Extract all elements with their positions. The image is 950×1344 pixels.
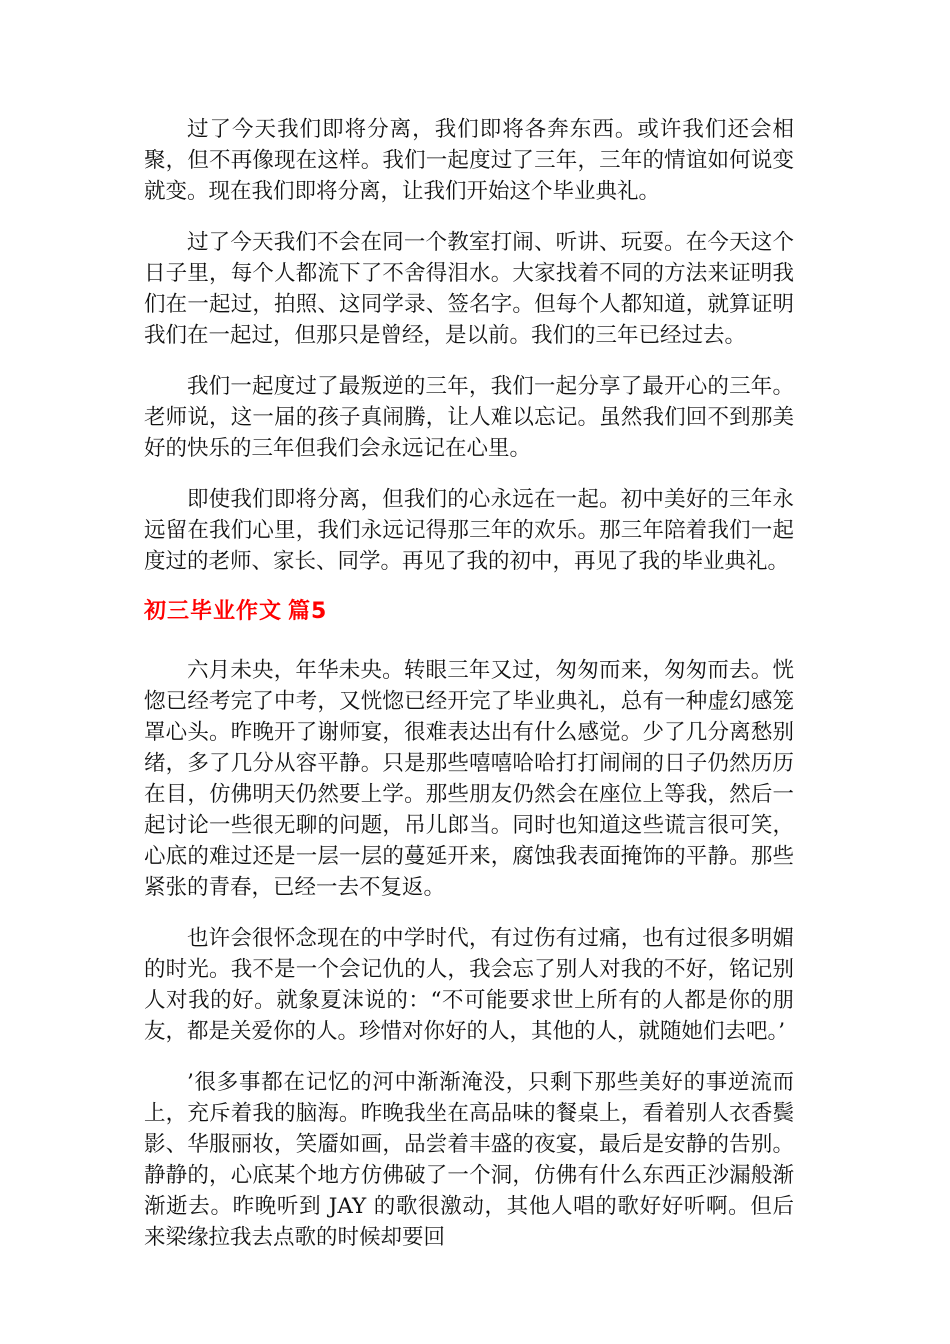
paragraph: 我们一起度过了最叛逆的三年，我们一起分享了最开心的三年。老师说，这一届的孩子真闹腾，让人难以忘记。虽然我们回不到那美好的快乐的三年但我们会永远记在心里。 xyxy=(144,374,794,461)
section-heading-number: 篇5 xyxy=(288,599,328,624)
paragraph: ’很多事都在记忆的河中渐渐淹没，只剩下那些美好的事逆流而上，充斥着我的脑海。昨晚我坐在高品味的餐桌上，看着别人衣香鬓影、华服丽妆，笑靥如画，品尝着丰盛的夜宴，最后是安静的告别。静静的，心底某个地方仿佛破了一个洞，仿佛有什么东西正沙漏般渐渐逝去。昨晚听到 JAY 的歌很激动，其他人唱的歌好好听啊。但后来梁缘拉我去点歌的时候却要回 xyxy=(144,1070,794,1250)
document-body xyxy=(144,114,794,1273)
paragraph: 六月未央，年华未央。转眼三年又过，匆匆而来，匆匆而去。恍惚已经考完了中考，又恍惚已经开完了毕业典礼，总有一种虚幻感笼罩心头。昨晚开了谢师宴，很难表达出有什么感觉。少了几分离愁别绪，多了几分从容平静。只是那些嘻嘻哈哈打打闹闹的日子仍然历历在目，仿佛明天仍然要上学。那些朋友仍然会在座位上等我，然后一起讨论一些很无聊的问题，吊儿郎当。同时也知道这些谎言很可笑，心底的难过还是一层一层的蔓延开来，腐蚀我表面掩饰的平静。那些紧张的青春，已经一去不复返。 xyxy=(144,658,794,900)
section-heading-title: 初三毕业作文 xyxy=(144,599,283,624)
paragraph: 过了今天我们即将分离，我们即将各奔东西。或许我们还会相聚，但不再像现在这样。我们一起度过了三年，三年的情谊如何说变就变。现在我们即将分离，让我们开始这个毕业典礼。 xyxy=(144,117,794,204)
section-heading xyxy=(144,597,794,627)
paragraph: 也许会很怀念现在的中学时代，有过伤有过痛，也有过很多明媚的时光。我不是一个会记仇的人，我会忘了别人对我的不好，铭记别人对我的好。就象夏沫说的：“不可能要求世上所有的人都是你的朋友，都是关爱你的人。珍惜对你好的人，其他的人，就随她们去吧。’ xyxy=(144,926,794,1044)
paragraph: 过了今天我们不会在同一个教室打闹、听讲、玩耍。在今天这个日子里，每个人都流下了不舍得泪水。大家找着不同的方法来证明我们在一起过，拍照、这同学录、签名字。但每个人都知道，就算证明我们在一起过，但那只是曾经，是以前。我们的三年已经过去。 xyxy=(144,230,794,348)
paragraph: 即使我们即将分离，但我们的心永远在一起。初中美好的三年永远留在我们心里，我们永远记得那三年的欢乐。那三年陪着我们一起度过的老师、家长、同学。再见了我的初中，再见了我的毕业典礼。 xyxy=(144,487,794,574)
